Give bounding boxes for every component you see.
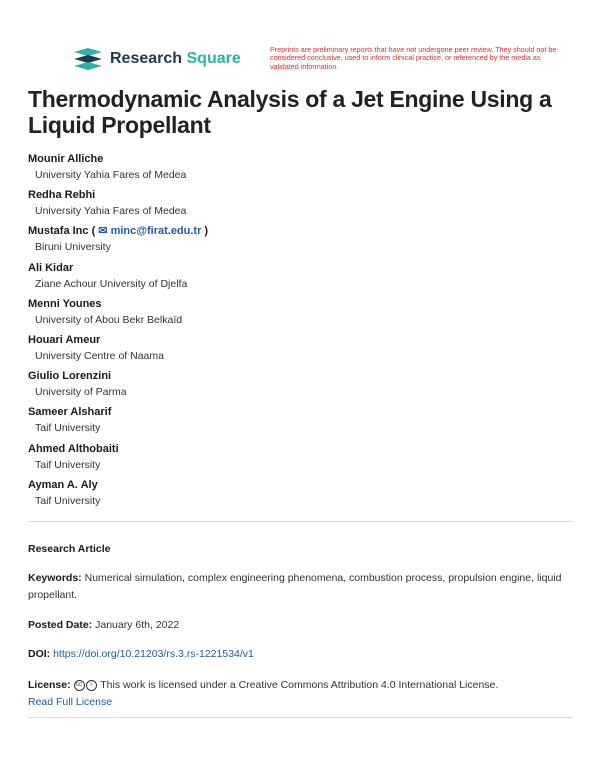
- author-name: Ahmed Althobaiti: [28, 442, 119, 455]
- author-name: Houari Ameur: [28, 333, 101, 346]
- author-affiliation: Taif University: [35, 494, 101, 507]
- research-square-logo[interactable]: [72, 46, 241, 72]
- author-affiliation: University Yahia Fares of Medea: [35, 169, 187, 181]
- author-item: [28, 152, 208, 188]
- author-name: Sameer Alsharif: [28, 406, 112, 419]
- doi: DOI: https://doi.org/10.21203/rs.3.rs-1221534/v1: [28, 648, 254, 660]
- author-name: Redha Rebhi: [28, 189, 96, 202]
- author-item: [28, 224, 208, 260]
- author-list: [28, 152, 208, 514]
- author-item: [28, 261, 208, 297]
- license: License: cc i This work is licensed under a Creative Commons Attribution 4.0 International License. Read Full License: [28, 679, 499, 708]
- divider: [28, 521, 573, 522]
- author-item: [28, 369, 208, 405]
- author-item: [28, 442, 208, 478]
- author-affiliation: Taif University: [35, 458, 101, 471]
- author-name: Mounir Alliche: [28, 153, 104, 165]
- author-email-link[interactable]: ✉ minc@firat.edu.tr: [98, 225, 202, 238]
- divider: [28, 717, 573, 718]
- article-type: Research Article: [28, 543, 111, 555]
- author-name: Menni Younes: [28, 297, 102, 310]
- author-item: [28, 188, 208, 224]
- author-name: Mustafa Inc ( ✉ minc@firat.edu.tr ): [28, 225, 209, 238]
- author-affiliation: Biruni University: [35, 241, 111, 254]
- cc-icon: cc: [74, 680, 85, 691]
- author-affiliation: University of Abou Bekr Belkaïd: [35, 313, 183, 326]
- paper-title: Thermodynamic Analysis of a Jet Engine Using a Liquid Propellant: [28, 86, 552, 138]
- author-item: [28, 333, 208, 369]
- author-name: Giulio Lorenzini: [28, 370, 112, 383]
- author-item: [28, 478, 208, 514]
- preprint-disclaimer: Preprints are preliminary reports that have not undergone peer review. They should not be considered conclusive, used to inform clinical practice, or referenced by the media as validated information.: [270, 45, 557, 71]
- author-name: Ali Kidar: [28, 261, 74, 274]
- author-name: Ayman A. Aly: [28, 478, 98, 491]
- brand-name: Research Square: [110, 50, 241, 67]
- keywords: Keywords: Numerical simulation, complex engineering phenomena, combustion process, propulsion engine, liquid propellant.: [28, 572, 562, 601]
- attribution-icon: i: [86, 680, 97, 691]
- posted-date: Posted Date: January 6th, 2022: [28, 619, 180, 631]
- author-affiliation: University Yahia Fares of Medea: [35, 205, 187, 218]
- doi-link[interactable]: https://doi.org/10.21203/rs.3.rs-1221534/v1: [53, 648, 254, 660]
- author-affiliation: University of Parma: [35, 386, 127, 399]
- read-full-license-link[interactable]: Read Full License: [28, 695, 113, 708]
- author-affiliation: Ziane Achour University of Djelfa: [35, 277, 188, 290]
- author-affiliation: Taif University: [35, 422, 101, 435]
- author-affiliation: University Centre of Naama: [35, 349, 164, 362]
- author-item: [28, 405, 208, 441]
- author-item: [28, 297, 208, 333]
- research-square-logo-icon: [72, 46, 104, 72]
